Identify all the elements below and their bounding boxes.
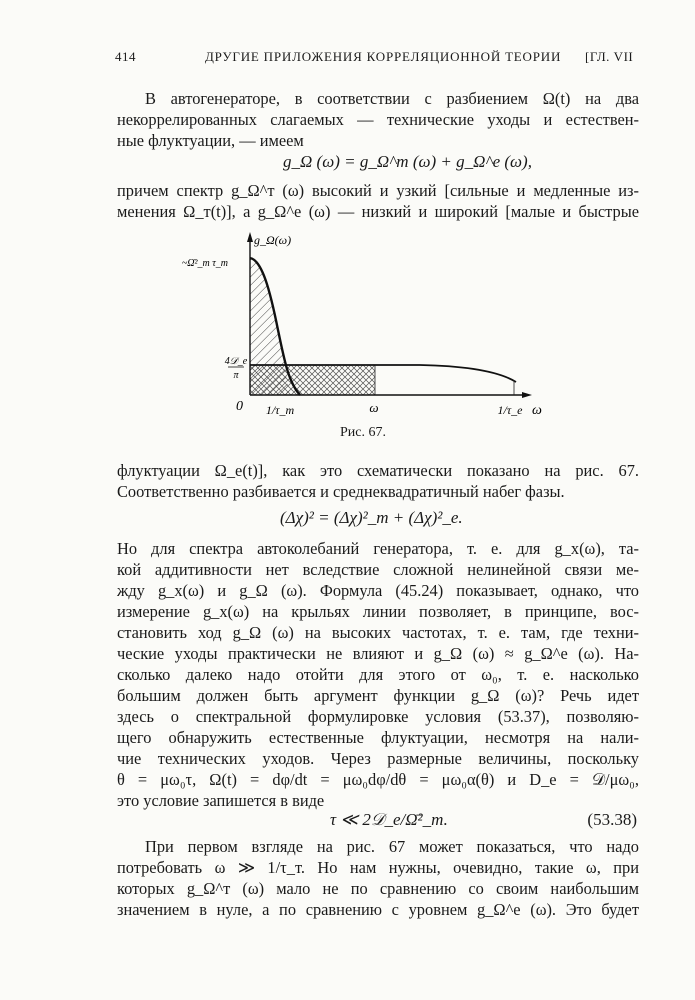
paragraph-2: [117, 180, 639, 222]
y-tick-high: ~Ω̄²_т τ_т: [181, 258, 228, 269]
equation-number: (53.38): [587, 810, 637, 829]
text-line: причем спектр g_Ω^т (ω) высокий и узкий [сильные и медленные из-: [117, 181, 639, 200]
text-line: флуктуации Ω_e(t)], как это схематически показано на рис. 67.: [117, 461, 639, 480]
equation-condition: τ ≪ 2𝒟_e/Ω̄²_т.: [330, 810, 448, 829]
text-line: кой аддитивности нет вследствие сложной нелинейной связи ме-: [117, 560, 639, 579]
x-tick-tau-t: 1/τ_т: [265, 403, 295, 417]
x-tick-tau-e: 1/τ_e: [497, 403, 523, 417]
page-number: 414: [115, 49, 136, 64]
x-tick-omega: ω: [369, 400, 379, 415]
text-line: жду g_x(ω) и g_Ω (ω). Формула (45.24) показывает, однако, что: [117, 581, 639, 600]
text-line: В автогенераторе, в соответствии с разбиением Ω(t) на два: [145, 89, 639, 108]
text-line: становить ход g_Ω (ω) на высоких частотах, т. е. там, где техни-: [117, 623, 639, 642]
text-line: Соответственно разбивается и среднеквадратичный набег фазы.: [117, 482, 565, 501]
text-line: ные флуктуации, — имеем: [117, 131, 304, 150]
text-line: щего обнаружить естественные флуктуации, несмотря на нали-: [117, 728, 639, 747]
y-axis-label: g_Ω(ω): [254, 233, 292, 247]
figure-67: [0, 230, 695, 445]
text-line: которых g_Ω^т (ω) мало не по сравнению со своим наибольшим: [117, 879, 639, 898]
text-line: потребовать ω ≫ 1/τ_т. Но нам нужны, очевидно, такие ω, при: [117, 858, 639, 877]
x-axis-arrow: [522, 392, 532, 398]
text-line: значением в нуле, а по сравнению с уровнем g_Ω^e (ω). Это будет: [117, 900, 639, 919]
paragraph-5: [117, 836, 639, 920]
text-line: менения Ω_т(t)], а g_Ω^e (ω) — низкий и широкий [малые и быстрые: [117, 202, 639, 221]
origin-label: 0: [236, 399, 243, 414]
text-line: чие технических уходов. Через размерные величины, поскольку: [117, 749, 639, 768]
running-title: ДРУГИЕ ПРИЛОЖЕНИЯ КОРРЕЛЯЦИОННОЙ ТЕОРИИ: [205, 49, 562, 64]
text-line: сколько далеко надо отойти для этого от ω₀, т. е. насколько: [117, 665, 639, 684]
y-tick-low-denominator: π: [233, 370, 239, 381]
text-line: большим должен быть аргумент функции g_Ω (ω)? Речь идет: [117, 686, 639, 705]
equation-phase-variance: (Δχ)² = (Δχ)²_т + (Δχ)²_e.: [280, 508, 463, 527]
text-line: измерение g_x(ω) на крыльях линии позволяет, в принципе, вос-: [117, 602, 639, 621]
y-tick-low-numerator: 4𝒟_e: [224, 356, 248, 367]
x-axis-label: ω: [532, 403, 542, 418]
equation-spectrum-sum: g_Ω (ω) = g_Ω^т (ω) + g_Ω^e (ω),: [283, 152, 532, 171]
chapter-label: [ГЛ. VII: [585, 49, 634, 64]
paragraph-4: [117, 538, 639, 811]
text-line: это условие запишется в виде: [117, 791, 325, 810]
paragraph-3: [117, 460, 639, 502]
text-line: При первом взгляде на рис. 67 может показаться, что надо: [145, 837, 639, 856]
y-axis-arrow: [247, 232, 253, 242]
text-line: θ = μω₀τ, Ω(t) = dφ/dt = μω₀dφ/dθ = μω₀α(θ) и D_e = 𝒟/μω₀,: [117, 770, 639, 789]
text-line: Но для спектра автоколебаний генератора, т. е. для g_x(ω), та-: [117, 539, 639, 558]
figure-caption: Рис. 67.: [340, 425, 386, 440]
text-line: ческие уходы практически не влияют и g_Ω (ω) ≈ g_Ω^e (ω). На-: [117, 644, 639, 663]
text-line: некоррелированных слагаемых — технические уходы и естествен-: [117, 110, 639, 129]
paragraph-1: [117, 88, 639, 151]
text-line: здесь о спектральной формулировке условия (53.37), позволяю-: [117, 707, 639, 726]
natural-spectrum-area: [250, 365, 375, 395]
